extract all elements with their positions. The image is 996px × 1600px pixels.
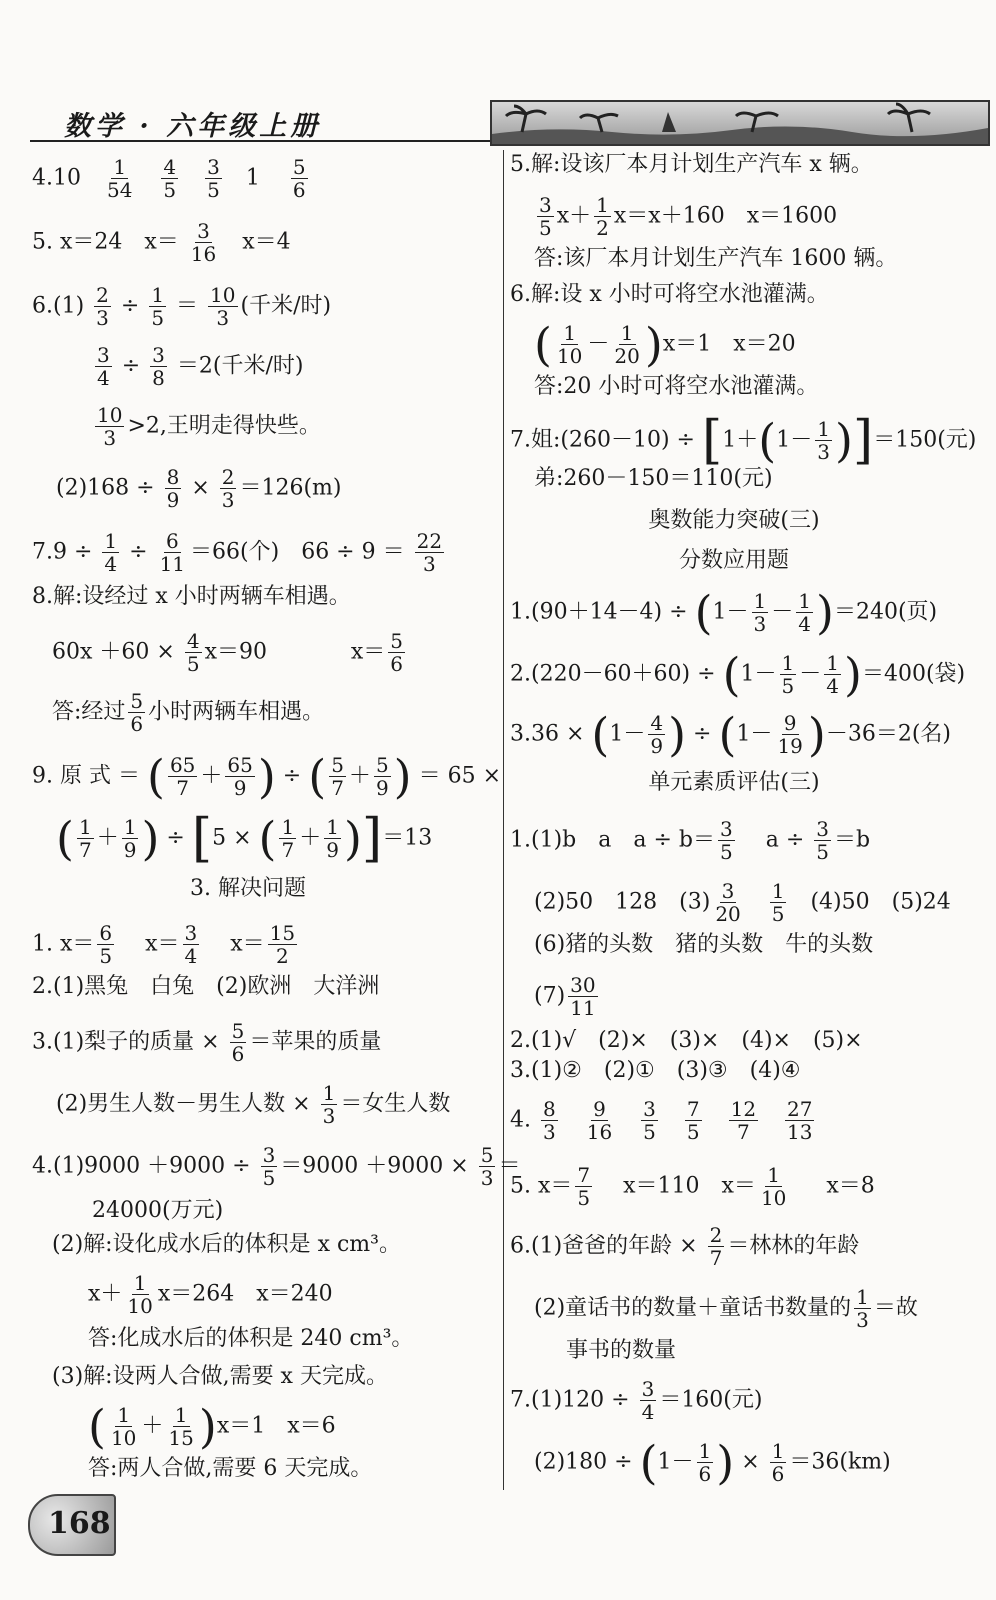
fraction: $\frac{4}{9}$ [650, 711, 664, 758]
fraction: $\frac{3}{8}$ [152, 343, 165, 390]
answer-7: 7.9 ÷ $\frac{1}{4}$ ÷ $\frac{6}{11}$ ＝66(个) 66 ÷ 9 ＝ $\frac{22}{3}$ [32, 529, 443, 576]
text: 1.(90＋14－4) ÷ [510, 599, 688, 625]
answer-r4a: 4.(1)9000 ＋9000 ÷ $\frac{3}{5}$ ＝9000 ＋9000 × $\frac{5}{3}$ ＝ [32, 1143, 521, 1190]
answer-p5b: $\frac{3}{5}$ x＋ $\frac{1}{2}$ x＝x＋160 x＝1600 [539, 193, 838, 240]
text: 1. x＝ [32, 931, 95, 957]
fraction: $\frac{1}{10}$ [110, 1403, 137, 1450]
fraction: $\frac{1}{20}$ [614, 321, 640, 368]
answer-6-1b: $\frac{3}{4}$ ÷ $\frac{3}{8}$ ＝2(千米/时) [97, 343, 304, 390]
answer-r2: 2.(1)黑兔 白兔 (2)欧洲 大洋洲 [32, 974, 380, 999]
fraction: $\frac{15}{2}$ [269, 921, 296, 968]
text: ＝女生人数 [340, 1091, 451, 1117]
fraction: $\frac{7}{5}$ [577, 1163, 591, 1210]
answer-8b: 60x ＋60 × $\frac{4}{5}$ x＝90 x＝ $\frac{5}{6}$ [52, 629, 404, 676]
fraction: $\frac{3}{5}$ [207, 155, 220, 202]
answer-u6: 3.(1)② (2)① (3)③ (4)④ [510, 1058, 801, 1083]
fraction: $\frac{1}{15}$ [168, 1403, 194, 1450]
answer-r1: 1. x＝ $\frac{6}{5}$ x＝ $\frac{3}{4}$ x＝ $\frac{15}{2}$ [32, 921, 296, 968]
fraction: $\frac{1}{4}$ [104, 529, 118, 576]
fraction: $\frac{2}{3}$ [221, 465, 235, 512]
answer-9: 9. 原 式 ＝ ( $\frac{65}{7}$ ＋ $\frac{65}{9}$ ) ÷ ( $\frac{5}{7}$ ＋ $\frac{5}{9}$ ) ＝ 65 × [32, 749, 502, 804]
answer-p6c: 答:20 小时可将空水池灌满。 [534, 374, 819, 399]
page-number: 168 [48, 1506, 111, 1541]
text: ＝9000 ＋9000 × [280, 1153, 469, 1179]
fraction: $\frac{1}{4}$ [826, 651, 840, 698]
text: 3.(1)梨子的质量 × [32, 1029, 220, 1055]
answer-9b: ( $\frac{1}{7}$ ＋ $\frac{1}{9}$ ) ÷ [5 × ( $\frac{1}{7}$ ＋ $\frac{1}{9}$ )]＝13 [56, 808, 433, 869]
answer-u7 [510, 1098, 817, 1143]
fraction: $\frac{1}{4}$ [798, 589, 812, 636]
column-divider [503, 150, 504, 1490]
fraction: $\frac{4}{5}$ [186, 629, 200, 676]
fraction: $\frac{3}{5}$ [719, 817, 733, 864]
fraction: $\frac{3}{5}$ [539, 193, 552, 240]
fraction: $\frac{1}{3}$ [856, 1285, 869, 1332]
answer-u2 [534, 880, 951, 925]
text: (2)168 ÷ [56, 475, 155, 501]
text: ＝林林的年龄 [727, 1233, 860, 1259]
answer-p7: 7.姐:(260－10) ÷ [1＋(1－ $\frac{1}{3}$ )]＝150(元) [510, 410, 977, 471]
fraction: $\frac{6}{5}$ [99, 921, 113, 968]
text: (千米/时) [240, 293, 332, 319]
fraction: $\frac{2}{3}$ [96, 283, 109, 330]
fraction: $\frac{5}{6}$ [390, 629, 404, 676]
fraction: $\frac{22}{3}$ [416, 529, 443, 576]
fraction: $\frac{1}{2}$ [596, 193, 609, 240]
fraction: $\frac{5}{9}$ [375, 753, 389, 800]
section-heading: 奥数能力突破(三) [648, 508, 820, 533]
text: 5. x＝ [510, 1173, 573, 1199]
fraction: $\frac{5}{7}$ [331, 753, 344, 800]
fraction: $\frac{9}{16}$ [586, 1097, 613, 1144]
text: ＝400(袋) [861, 661, 966, 687]
section-subheading: 分数应用题 [678, 548, 789, 573]
text: ＝36(km) [789, 1449, 891, 1475]
fraction: $\frac{1}{9}$ [326, 815, 339, 862]
fraction: $\frac{3}{5}$ [816, 817, 829, 864]
fraction: $\frac{6}{11}$ [159, 529, 186, 576]
text: 6.(1)爸爸的年龄 × [510, 1233, 698, 1259]
fraction: $\frac{1}{5}$ [151, 283, 165, 330]
fraction: $\frac{27}{13}$ [787, 1097, 813, 1144]
fraction: $\frac{3}{4}$ [641, 1377, 655, 1424]
text: ＝150(元) [873, 427, 977, 453]
text: 2.(220－60＋60) ÷ [510, 661, 716, 687]
answer-4: 4.10 $\frac{1}{54}$ $\frac{4}{5}$ $\frac{3}{5}$ 1 $\frac{5}{6}$ [32, 155, 306, 202]
fraction: $\frac{1}{9}$ [123, 815, 137, 862]
fraction: $\frac{5}{6}$ [231, 1019, 245, 1066]
text: 8.解:设经过 x 小时两辆车相遇。 [32, 584, 351, 609]
fraction: $\frac{3}{20}$ [715, 879, 741, 926]
text: ＝160(元) [659, 1387, 763, 1413]
fraction: $\frac{8}{3}$ [543, 1097, 556, 1144]
fraction: $\frac{1}{5}$ [781, 651, 795, 698]
text: (千米/时) [212, 353, 304, 379]
text: (2)童话书的数量＋童话书数量的 [534, 1295, 852, 1321]
fraction: $\frac{1}{5}$ [771, 879, 785, 926]
decorative-banner [490, 100, 990, 146]
text: x＝264 x＝240 [157, 1281, 333, 1307]
text: (4)50 (5)24 [810, 889, 951, 915]
answer-r4b: 24000(万元) [92, 1198, 224, 1223]
text: 9. 原 式 ＝ [32, 763, 140, 789]
fraction: $\frac{4}{5}$ [163, 155, 177, 202]
text: a ÷ [765, 827, 805, 853]
page-header [0, 96, 996, 148]
answer-o1: 1.(90＋14－4) ÷ (1－ $\frac{1}{3}$ － $\frac{1}{4}$ )＝240(页) [510, 585, 938, 640]
fraction: $\frac{9}{19}$ [777, 711, 803, 758]
text: (7) [534, 983, 566, 1009]
fraction: $\frac{65}{9}$ [227, 753, 253, 800]
answer-u10 [534, 1286, 918, 1331]
fraction: $\frac{1}{10}$ [760, 1163, 787, 1210]
fraction: $\frac{3}{16}$ [190, 219, 217, 266]
answer-r4e: 答:化成水后的体积是 240 cm³。 [88, 1326, 414, 1351]
text: ＝b [833, 827, 871, 853]
text: ＝66(个) 66 ÷ 9 ＝ [190, 539, 405, 565]
fraction: $\frac{1}{10}$ [127, 1271, 153, 1318]
text: ＝苹果的质量 [249, 1029, 382, 1055]
text: 4. [510, 1107, 531, 1133]
fraction: $\frac{1}{10}$ [556, 321, 583, 368]
answer-6-2: (2)168 ÷ $\frac{8}{9}$ × $\frac{2}{3}$ ＝126(m) [56, 465, 342, 512]
answer-o3: 3.36 × (1－ $\frac{4}{9}$ ) ÷ (1－ $\frac{9}{19}$ )－36＝2(名) [510, 707, 952, 762]
fraction: $\frac{3}{4}$ [184, 921, 198, 968]
text: －36＝2(名) [825, 721, 952, 747]
text: (2)50 128 (3) [534, 889, 711, 915]
answer-u5: 2.(1)√ (2)× (3)× (4)× (5)× [510, 1028, 863, 1053]
answer-p5c: 答:该厂本月计划生产汽车 1600 辆。 [534, 246, 898, 271]
text: 4.(1)9000 ＋9000 ÷ [32, 1153, 251, 1179]
answer-u4 [534, 974, 601, 1019]
fraction: $\frac{2}{7}$ [709, 1223, 723, 1270]
text: 7.9 ÷ [32, 539, 93, 565]
fraction: $\frac{65}{7}$ [169, 753, 196, 800]
text: ＝126(m) [239, 475, 342, 501]
text: (2)男生人数－男生人数 × [56, 1091, 311, 1117]
page-number-badge [28, 1494, 116, 1556]
text: x＝90 [204, 639, 267, 665]
answer-p6b: ( $\frac{1}{10}$ － $\frac{1}{20}$ )x＝1 x＝20 [534, 317, 796, 372]
section-heading: 单元素质评估(三) [648, 770, 820, 795]
text: x＝4 [242, 229, 291, 255]
fraction: $\frac{10}{3}$ [97, 403, 123, 450]
answer-5 [32, 220, 291, 265]
answer-p7b: 弟:260－150＝110(元) [534, 466, 773, 491]
answer-u3: (6)猪的头数 猪的头数 牛的头数 [534, 932, 874, 957]
text: ＝13 [382, 825, 433, 851]
answer-r3b [56, 1082, 450, 1127]
fraction: $\frac{1}{3}$ [753, 589, 767, 636]
header-rule [30, 140, 490, 142]
fraction: $\frac{3}{5}$ [262, 1143, 276, 1190]
answer-u8 [510, 1164, 875, 1209]
palm-tree-icon [492, 102, 988, 144]
answer-p5: 5.解:设该厂本月计划生产汽车 x 辆。 [510, 152, 873, 177]
fraction: $\frac{1}{3}$ [817, 417, 830, 464]
text: 4.10 [32, 165, 81, 191]
text: 答:经过 [52, 699, 126, 725]
fraction: $\frac{10}{3}$ [210, 283, 236, 330]
fraction: $\frac{30}{11}$ [570, 973, 596, 1020]
answer-6-1: 6.(1) $\frac{2}{3}$ ÷ $\frac{1}{5}$ ＝ $\frac{10}{3}$ (千米/时) [32, 283, 332, 330]
answer-8c [52, 690, 324, 735]
text: x＝1 x＝20 [662, 331, 796, 357]
fraction: $\frac{12}{7}$ [730, 1097, 757, 1144]
text: >2,王明走得快些。 [127, 413, 321, 439]
text: 60x ＋60 × [52, 639, 175, 665]
answer-r4h: 答:两人合做,需要 6 天完成。 [88, 1456, 373, 1481]
answer-u1 [510, 818, 870, 863]
answer-r4g: ( $\frac{1}{10}$ ＋ $\frac{1}{15}$ )x＝1 x＝6 [88, 1399, 336, 1454]
text: ＝故 [873, 1295, 918, 1321]
text: x＝x＋160 x＝1600 [613, 203, 838, 229]
text: 5. x＝24 x＝ [32, 229, 179, 255]
fraction: $\frac{5}{3}$ [480, 1143, 494, 1190]
text: ＝240(页) [833, 599, 938, 625]
text: x＝110 x＝ [623, 1173, 756, 1199]
answer-u9 [510, 1224, 859, 1269]
answer-u11: 事书的数量 [566, 1338, 677, 1363]
fraction: $\frac{1}{6}$ [771, 1439, 785, 1486]
fraction: $\frac{7}{5}$ [686, 1097, 700, 1144]
answer-r4f: (3)解:设两人合做,需要 x 天完成。 [52, 1364, 388, 1389]
text: 7.姐:(260－10) ÷ [510, 427, 695, 453]
fraction: $\frac{3}{5}$ [643, 1097, 656, 1144]
header-title: 数学 · 六年级上册 [64, 111, 322, 142]
fraction: $\frac{1}{3}$ [322, 1081, 336, 1128]
fraction: $\frac{1}{6}$ [698, 1439, 712, 1486]
fraction: $\frac{3}{4}$ [97, 343, 110, 390]
answer-r4c: (2)解:设化成水后的体积是 x cm³。 [52, 1232, 401, 1257]
answer-6-1c [92, 404, 321, 449]
fraction: $\frac{5}{6}$ [130, 689, 144, 736]
answer-u12 [510, 1378, 762, 1423]
text: 7.(1)120 ÷ [510, 1387, 630, 1413]
fraction: $\frac{1}{7}$ [281, 815, 295, 862]
text: 3.36 × [510, 721, 585, 747]
fraction: $\frac{5}{6}$ [292, 155, 306, 202]
answer-r4d: x＋ $\frac{1}{10}$ x＝264 x＝240 [88, 1271, 333, 1318]
fraction: $\frac{8}{9}$ [166, 465, 180, 512]
text: 1.(1)b a a ÷ b＝ [510, 827, 715, 853]
text: (2)180 ÷ [534, 1449, 633, 1475]
text: 小时两辆车相遇。 [148, 699, 325, 725]
answer-o2: 2.(220－60＋60) ÷ (1－ $\frac{1}{5}$ － $\frac{1}{4}$ )＝400(袋) [510, 647, 966, 702]
text: x＝1 x＝6 [216, 1413, 336, 1439]
answer-r3a [32, 1020, 381, 1065]
text: 6.(1) [32, 293, 85, 319]
answer-p6: 6.解:设 x 小时可将空水池灌满。 [510, 282, 829, 307]
text: x＝8 [826, 1173, 875, 1199]
answer-u13: (2)180 ÷ (1－ $\frac{1}{6}$ ) × $\frac{1}{6}$ ＝36(km) [534, 1435, 891, 1490]
fraction: $\frac{1}{54}$ [106, 155, 133, 202]
section-title: 3. 解决问题 [190, 876, 306, 901]
answer-8 [32, 582, 351, 612]
fraction: $\frac{1}{7}$ [78, 815, 92, 862]
